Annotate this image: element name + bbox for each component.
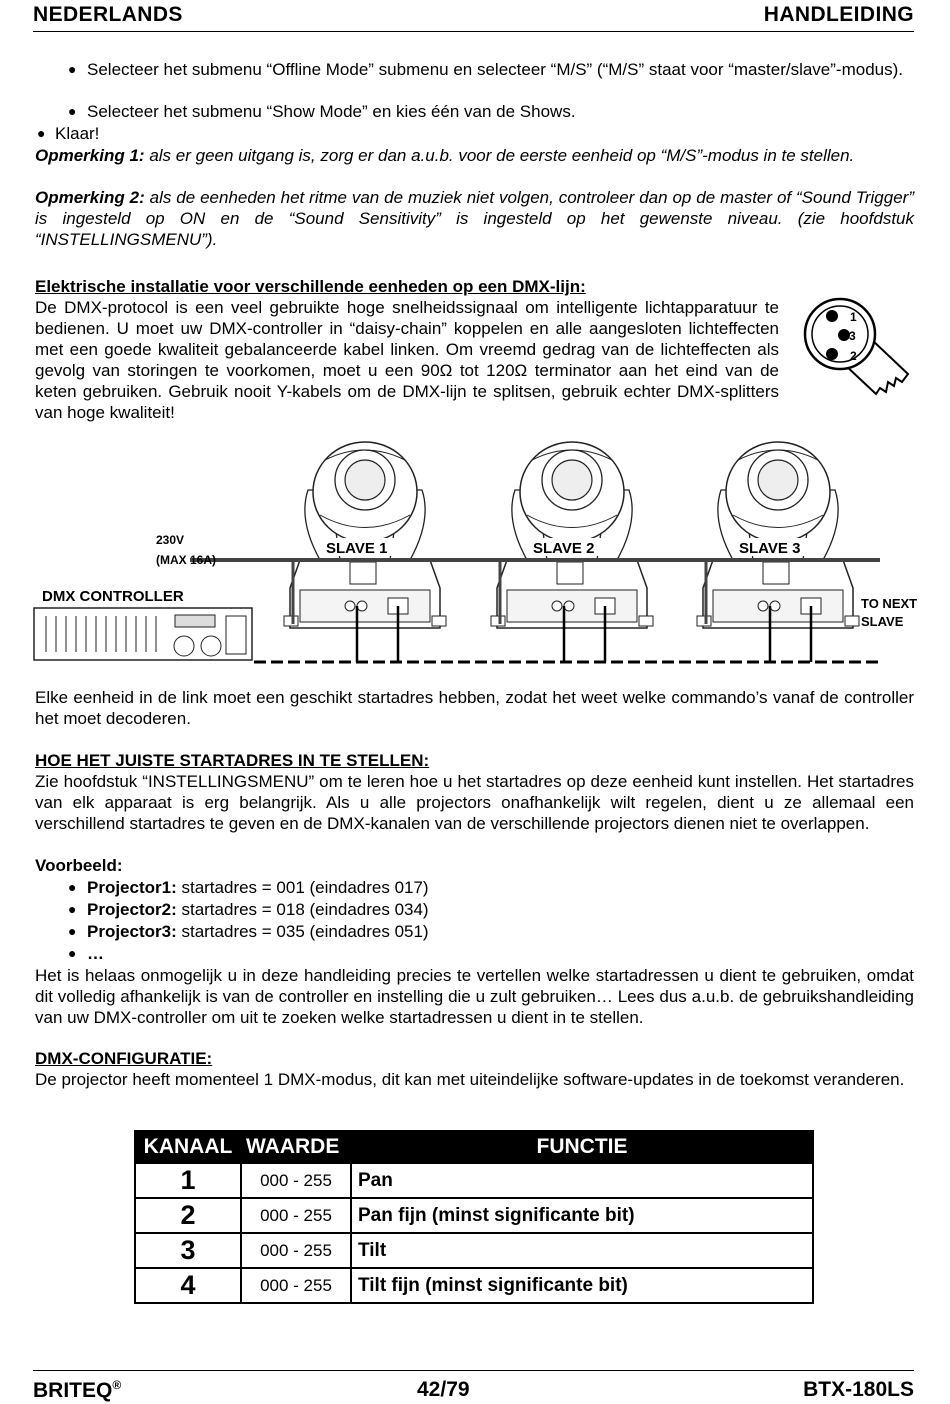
header-language: NEDERLANDS bbox=[33, 3, 183, 26]
startaddr-paragraph: Zie hoofdstuk “INSTELLINGSMENU” om te leren hoe u het startadres op deze eenheid kunt instellen. Het startadres van elk apparaat is erg belangrijk. Als u alle projectors onafhankelijk wilt regelen, dient u ze allemaal een verschillend startadres te geven en de DMX-kanalen van de verschillende projectors dienen niet te overlappen. bbox=[35, 772, 914, 833]
value-cell: 000 - 255 bbox=[241, 1163, 351, 1198]
value-cell: 000 - 255 bbox=[241, 1198, 351, 1233]
slave-2-label: SLAVE 2 bbox=[533, 540, 595, 557]
footer-page-number: 42/79 bbox=[417, 1378, 470, 1401]
intro-bullet-show-mode: Selecteer het submenu “Show Mode” en kies één van de Shows. bbox=[87, 102, 576, 121]
example-label: Voorbeeld: bbox=[35, 856, 123, 875]
channel-cell: 1 bbox=[135, 1163, 241, 1198]
function-cell: Tilt bbox=[351, 1233, 813, 1268]
table-row bbox=[135, 1268, 813, 1303]
xlr-pin-2 bbox=[826, 348, 838, 360]
power-max-label: (MAX 16A) bbox=[156, 553, 217, 567]
note-1 bbox=[35, 145, 914, 166]
example-ellipsis: … bbox=[87, 944, 104, 963]
page-header bbox=[33, 0, 914, 32]
example-projector-1-text: startadres = 001 (eindadres 017) bbox=[176, 878, 429, 897]
bullet-dot: ● bbox=[68, 103, 77, 119]
footer-model: BTX-180LS bbox=[803, 1378, 914, 1401]
xlr-pin-label-2: 2 bbox=[850, 349, 857, 363]
dmxconfig-paragraph: De projector heeft momenteel 1 DMX-modus, dit kan met uiteindelijke software-updates in de toekomst veranderen. bbox=[35, 1070, 905, 1089]
footer-trademark: ® bbox=[112, 1378, 122, 1392]
link-paragraph: Elke eenheid in de link moet een geschikt startadres hebben, zodat het weet welke commando’s vanaf de controller het moet decoderen. bbox=[35, 688, 914, 728]
table-header-row bbox=[135, 1131, 813, 1163]
next-slave-label-line2: SLAVE bbox=[861, 614, 904, 629]
example-projector-3 bbox=[87, 921, 429, 942]
column-header-function: FUNCTIE bbox=[351, 1131, 813, 1163]
column-header-channel: KANAAL bbox=[135, 1131, 241, 1163]
electrical-paragraph: De DMX-protocol is een veel gebruikte hoge snelheidssignaal om intelligente lichtapparatuur te bedienen. U moet uw DMX-controller in “daisy-chain” koppelen en alle aangesloten lichteffecten met een goede kwaliteit gebalanceerde kabel linken. Om vreemd gedrag van de lichteffecten als gevolg van storingen te voorkomen, moet u een 90Ω tot 120Ω terminator aan het eind van de keten gebruiken. Gebruik nooit Y-kabels om de DMX-lijn te splitsen, gebruik echter DMX-splitters van hoge kwaliteit! bbox=[35, 298, 779, 422]
table-row bbox=[135, 1233, 813, 1268]
dmxconfig-heading: DMX-CONFIGURATIE: bbox=[35, 1049, 213, 1068]
column-header-value: WAARDE bbox=[241, 1131, 351, 1163]
power-label: 230V bbox=[156, 533, 185, 547]
example-projector-1 bbox=[87, 877, 429, 898]
xlr-connector-icon bbox=[800, 294, 918, 402]
intro-bullet-done: Klaar! bbox=[55, 124, 100, 143]
next-slave-label-line1: TO NEXT bbox=[861, 596, 918, 611]
bullet-dot: ● bbox=[68, 945, 77, 961]
function-cell: Pan bbox=[351, 1163, 813, 1198]
channel-cell: 3 bbox=[135, 1233, 241, 1268]
note-2-text: als de eenheden het ritme van de muziek niet volgen, controleer dan op de master of “Sound Trigger” is ingesteld op ON en de “Sound Sensitivity” is ingesteld op het gewenste niveau. (zie hoofdstuk “INSTELLINGSMENU”). bbox=[35, 188, 914, 249]
xlr-pin-label-3: 3 bbox=[849, 329, 856, 343]
startaddr-heading: HOE HET JUISTE STARTADRES IN TE STELLEN: bbox=[35, 751, 430, 770]
table-row bbox=[135, 1198, 813, 1233]
note-1-text: als er geen uitgang is, zorg er dan a.u.b. voor de eerste eenheid op “M/S”-modus in te stellen. bbox=[144, 146, 855, 165]
slave-1-label: SLAVE 1 bbox=[326, 540, 388, 557]
dmx-channel-table bbox=[134, 1130, 814, 1304]
value-cell: 000 - 255 bbox=[241, 1233, 351, 1268]
electrical-heading: Elektrische installatie voor verschillende eenheden op een DMX-lijn: bbox=[35, 277, 586, 296]
dmx-wiring-diagram bbox=[30, 438, 918, 672]
function-cell: Tilt fijn (minst significante bit) bbox=[351, 1268, 813, 1303]
example-projector-2-label: Projector2: bbox=[87, 900, 177, 919]
channel-cell: 4 bbox=[135, 1268, 241, 1303]
bullet-dot: ● bbox=[37, 125, 46, 141]
bullet-dot: ● bbox=[68, 923, 77, 939]
controller-label: DMX CONTROLLER bbox=[42, 588, 184, 605]
example-projector-2-text: startadres = 018 (eindadres 034) bbox=[176, 900, 429, 919]
channel-cell: 2 bbox=[135, 1198, 241, 1233]
footer-brand-name: BRITEQ bbox=[33, 1379, 113, 1402]
intro-bullet-offline-mode: Selecteer het submenu “Offline Mode” submenu en selecteer “M/S” (“M/S” staat voor “master/slave”-modus). bbox=[87, 60, 903, 79]
startaddr-closing: Het is helaas onmogelijk u in deze handleiding precies te vertellen welke startadressen u dient te gebruiken, omdat dit volledig afhankelijk is van de controller en instelling die u zult gebruiken… Lees dus a.u.b. de gebruikshandleiding van uw DMX-controller om uit te zoeken welke startadressen u dient in te stellen. bbox=[35, 966, 914, 1027]
bullet-dot: ● bbox=[68, 879, 77, 895]
xlr-pin-label-1: 1 bbox=[850, 310, 857, 324]
example-projector-1-label: Projector1: bbox=[87, 878, 177, 897]
page-footer bbox=[33, 1370, 914, 1403]
header-title: HANDLEIDING bbox=[763, 3, 914, 26]
bullet-dot: ● bbox=[68, 61, 77, 77]
example-projector-2 bbox=[87, 899, 429, 920]
value-cell: 000 - 255 bbox=[241, 1268, 351, 1303]
xlr-pin-1 bbox=[826, 310, 838, 322]
function-cell: Pan fijn (minst significante bit) bbox=[351, 1198, 813, 1233]
example-projector-3-text: startadres = 035 (eindadres 051) bbox=[176, 922, 429, 941]
footer-brand bbox=[33, 1378, 121, 1403]
bullet-dot: ● bbox=[68, 901, 77, 917]
note-1-label: Opmerking 1: bbox=[35, 146, 145, 165]
example-projector-3-label: Projector3: bbox=[87, 922, 177, 941]
note-2 bbox=[35, 187, 914, 250]
table-row bbox=[135, 1163, 813, 1198]
note-2-label: Opmerking 2: bbox=[35, 188, 145, 207]
slave-3-label: SLAVE 3 bbox=[739, 540, 801, 557]
